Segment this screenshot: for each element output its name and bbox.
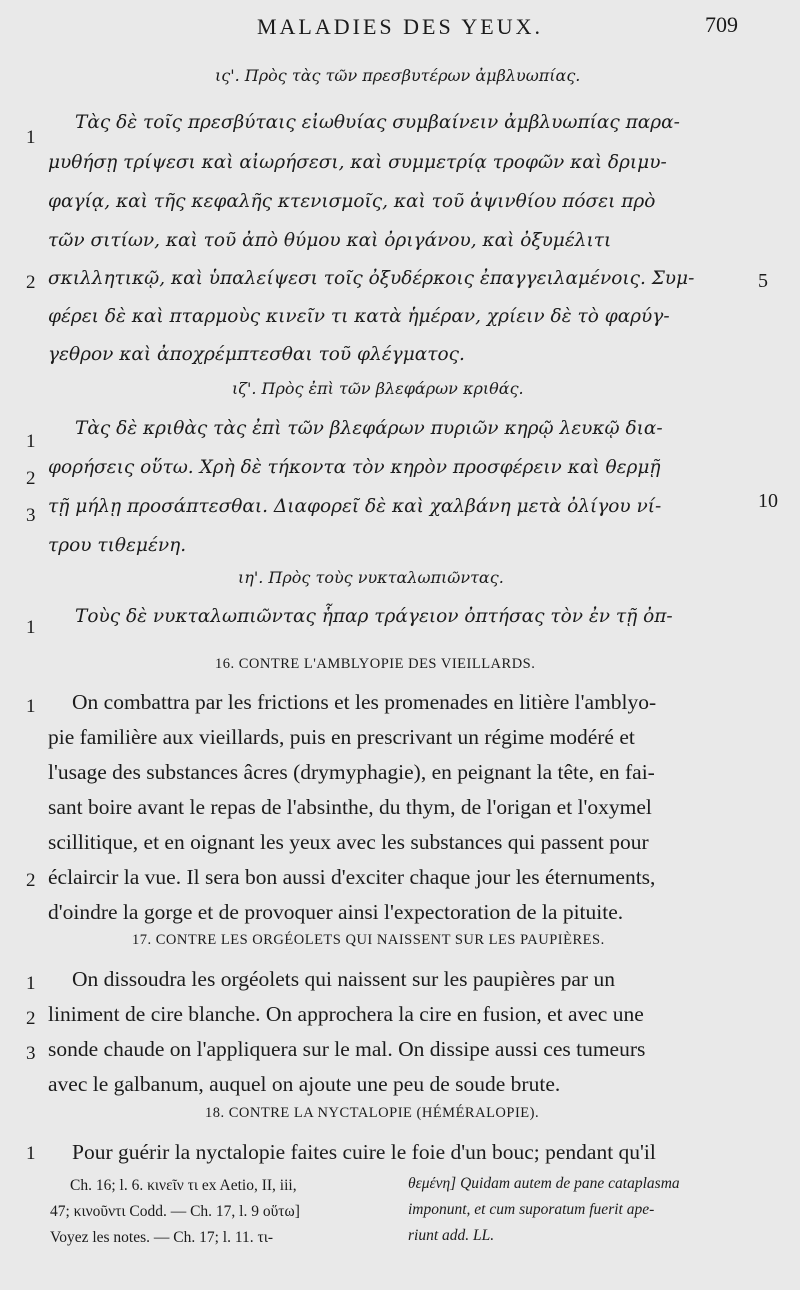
section-heading: ις'. Πρὸς τὰς τῶν πρεσβυτέρων ἀμβλυωπίας. (215, 66, 581, 85)
footnote-line: θεμένη] Quidam autem de pane cataplasma (408, 1175, 680, 1192)
text-line: μυθήσῃ τρίψεσι καὶ αἰωρήσεσι, καὶ συμμετρίᾳ τροφῶν καὶ δριμυ- (48, 152, 667, 173)
line-number: 1 (26, 617, 36, 638)
text-line: Pour guérir la nyctalopie faites cuire le foie d'un bouc; pendant qu'il (72, 1140, 656, 1164)
margin-line-count: 5 (758, 270, 768, 292)
line-number: 1 (26, 973, 36, 994)
line-number: 1 (26, 696, 36, 717)
text-line: On combattra par les frictions et les promenades en litière l'amblyo- (72, 690, 657, 714)
line-number: 2 (26, 468, 36, 489)
footnote-line: riunt add. LL. (408, 1227, 495, 1244)
text-line: avec le galbanum, auquel on ajoute une peu de soude brute. (48, 1072, 561, 1096)
text-line: éclaircir la vue. Il sera bon aussi d'exciter chaque jour les éternuments, (48, 865, 656, 889)
text-line: τρου τιθεμένη. (48, 535, 187, 556)
text-line: φορήσεις οὕτω. Χρὴ δὲ τήκοντα τὸν κηρὸν προσφέρειν καὶ θερμῇ (48, 457, 661, 478)
line-number: 2 (26, 870, 36, 891)
section-heading: ιζ'. Πρὸς ἐπὶ τῶν βλεφάρων κριθάς. (232, 379, 524, 398)
text-line: sonde chaude on l'appliquera sur le mal. On dissipe aussi ces tumeurs (48, 1037, 646, 1061)
text-line: pie familière aux vieillards, puis en prescrivant un régime modéré et (48, 725, 635, 749)
line-number: 1 (26, 1143, 36, 1164)
text-line: On dissoudra les orgéolets qui naissent sur les paupières par un (72, 967, 615, 991)
text-line: liniment de cire blanche. On approchera la cire en fusion, et avec une (48, 1002, 644, 1026)
footnote-line: 47; κινοῦντι Codd. — Ch. 17, l. 9 οὕτω] (50, 1203, 300, 1220)
text-line: d'oindre la gorge et de provoquer ainsi l'expectoration de la pituite. (48, 900, 624, 924)
page-number: 709 (705, 12, 738, 37)
footnote-line: Voyez les notes. — Ch. 17; l. 11. τι- (50, 1229, 274, 1246)
text-line: φαγίᾳ, καὶ τῆς κεφαλῆς κτενισμοῖς, καὶ τοῦ ἀψινθίου πόσει πρὸ (48, 191, 656, 212)
text-line: Τοὺς δὲ νυκταλωπιῶντας ἧπαρ τράγειον ὀπτήσας τὸν ἐν τῇ ὀπ- (75, 606, 673, 627)
line-number: 1 (26, 431, 36, 452)
running-header-title: MALADIES DES YEUX. (256, 14, 543, 39)
section-heading: 16. CONTRE L'AMBLYOPIE DES VIEILLARDS. (215, 656, 536, 672)
line-number: 3 (26, 505, 36, 526)
text-line: Τὰς δὲ τοῖς πρεσβύταις εἰωθυίας συμβαίνειν ἀμβλυωπίας παρα- (75, 112, 680, 133)
text-line: τῇ μήλῃ προσάπτεσθαι. Διαφορεῖ δὲ καὶ χαλβάνη μετὰ ὀλίγου νί- (48, 496, 662, 517)
footnote-line: imponunt, et cum suporatum fuerit ape- (408, 1201, 655, 1218)
line-number: 1 (26, 127, 36, 148)
text-line: Τὰς δὲ κριθὰς τὰς ἐπὶ τῶν βλεφάρων πυριῶν κηρῷ λευκῷ δια- (75, 418, 663, 439)
line-number: 2 (26, 1008, 36, 1029)
line-number: 2 (26, 272, 36, 293)
text-line: φέρει δὲ καὶ πταρμοὺς κινεῖν τι κατὰ ἡμέραν, χρίειν δὲ τὸ φαρύγ- (48, 306, 670, 327)
section-heading: 17. CONTRE LES ORGÉOLETS QUI NAISSENT SUR LES PAUPIÈRES. (132, 932, 605, 948)
text-line: τῶν σιτίων, καὶ τοῦ ἀπὸ θύμου καὶ ὀριγάνου, καὶ ὀξυμέλιτι (48, 230, 612, 251)
section-heading: 18. CONTRE LA NYCTALOPIE (HÉMÉRALOPIE). (205, 1105, 540, 1121)
text-line: σκιλλητικῷ, καὶ ὑπαλείψεσι τοῖς ὀξυδέρκοις ἐπαγγειλαμένοις. Συμ- (48, 268, 695, 289)
text-line: γεθρον καὶ ἀποχρέμπτεσθαι τοῦ φλέγματος. (48, 344, 465, 365)
line-number: 3 (26, 1043, 36, 1064)
text-line: sant boire avant le repas de l'absinthe, du thym, de l'origan et l'oxymel (48, 795, 652, 819)
text-line: l'usage des substances âcres (drymyphagie), en peignant la tête, en fai- (48, 760, 655, 784)
footnote-line: Ch. 16; l. 6. κινεῖν τι ex Aetio, II, iii, (70, 1177, 297, 1194)
margin-line-count: 10 (758, 490, 778, 512)
section-heading: ιη'. Πρὸς τοὺς νυκταλωπιῶντας. (238, 568, 504, 587)
text-line: scillitique, et en oignant les yeux avec les substances qui passent pour (48, 830, 649, 854)
